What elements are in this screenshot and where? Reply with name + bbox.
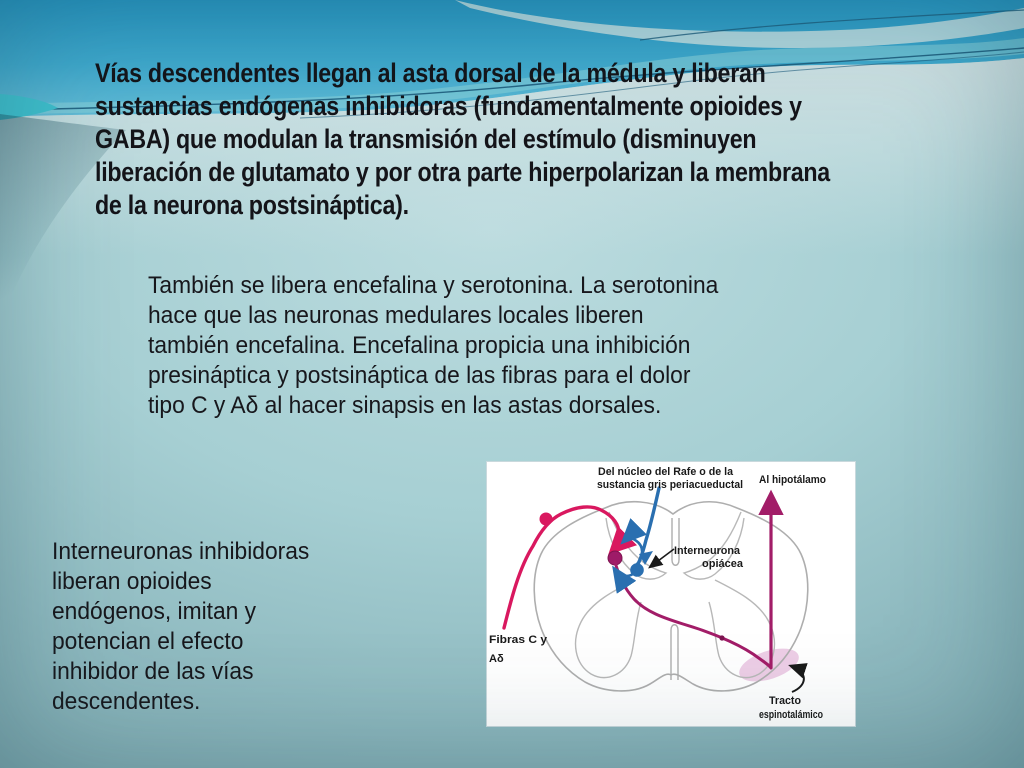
note-line: endógenos, imitan y [52,598,257,625]
postsynaptic-fiber-dot [719,635,724,640]
note-line: descendentes. [52,688,201,715]
body-line: También se libera encefalina y serotonina. La serotonina [148,272,719,299]
title-line: de la neurona postsináptica). [95,190,409,220]
slide-title [95,57,830,222]
afferent-fiber-path [504,507,619,628]
fibers-label-line2: Aδ [489,653,504,665]
title-line: sustancias endógenas inhibidoras (fundamentalmente opioides y [95,91,802,121]
spinal-cord-diagram [487,462,855,726]
posterior-median-septum [672,518,679,565]
paragraph-serotonina [148,271,718,421]
body-line: también encefalina. Encefalina propicia una inhibición [148,332,691,359]
tract-label-line1: Tracto [769,695,802,707]
body-line: hace que las neuronas medulares locales liberen [148,302,644,329]
paragraph-interneuronas [52,537,309,717]
note-line: inhibidor de las vías [52,658,254,685]
title-line: Vías descendentes llegan al asta dorsal de la médula y liberan [95,58,766,88]
note-line: liberan opioides [52,568,212,595]
tract-label-line2: espinotalámico [759,709,824,721]
title-line: liberación de glutamato y por otra parte hiperpolarizan la membrana [95,157,830,187]
body-line: presináptica y postsináptica de las fibras para el dolor [148,362,691,389]
interneuron-callout-arrow [650,549,674,567]
tract-callout-arrow [791,666,804,692]
interneuron-label-line1: Interneurona [674,545,741,557]
body-line: tipo C y Aδ al hacer sinapsis en las astas dorsales. [148,392,662,419]
hypothalamus-label: Al hipotálamo [759,474,827,486]
fibers-label-line1: Fibras C y [489,634,548,646]
note-line: potencian el efecto [52,628,244,655]
afferent-fiber-node [540,513,553,526]
note-line: Interneuronas inhibidoras [52,538,310,565]
anterior-median-fissure [671,625,678,680]
raphe-label-line2: sustancia gris periacueductal [597,479,743,491]
raphe-label-line1: Del núcleo del Rafe o de la [598,466,734,478]
spinal-cord-figure [486,461,856,727]
title-line: GABA) que modulan la transmisión del estímulo (disminuyen [95,124,757,154]
interneuron-label-line2: opiácea [702,558,744,570]
